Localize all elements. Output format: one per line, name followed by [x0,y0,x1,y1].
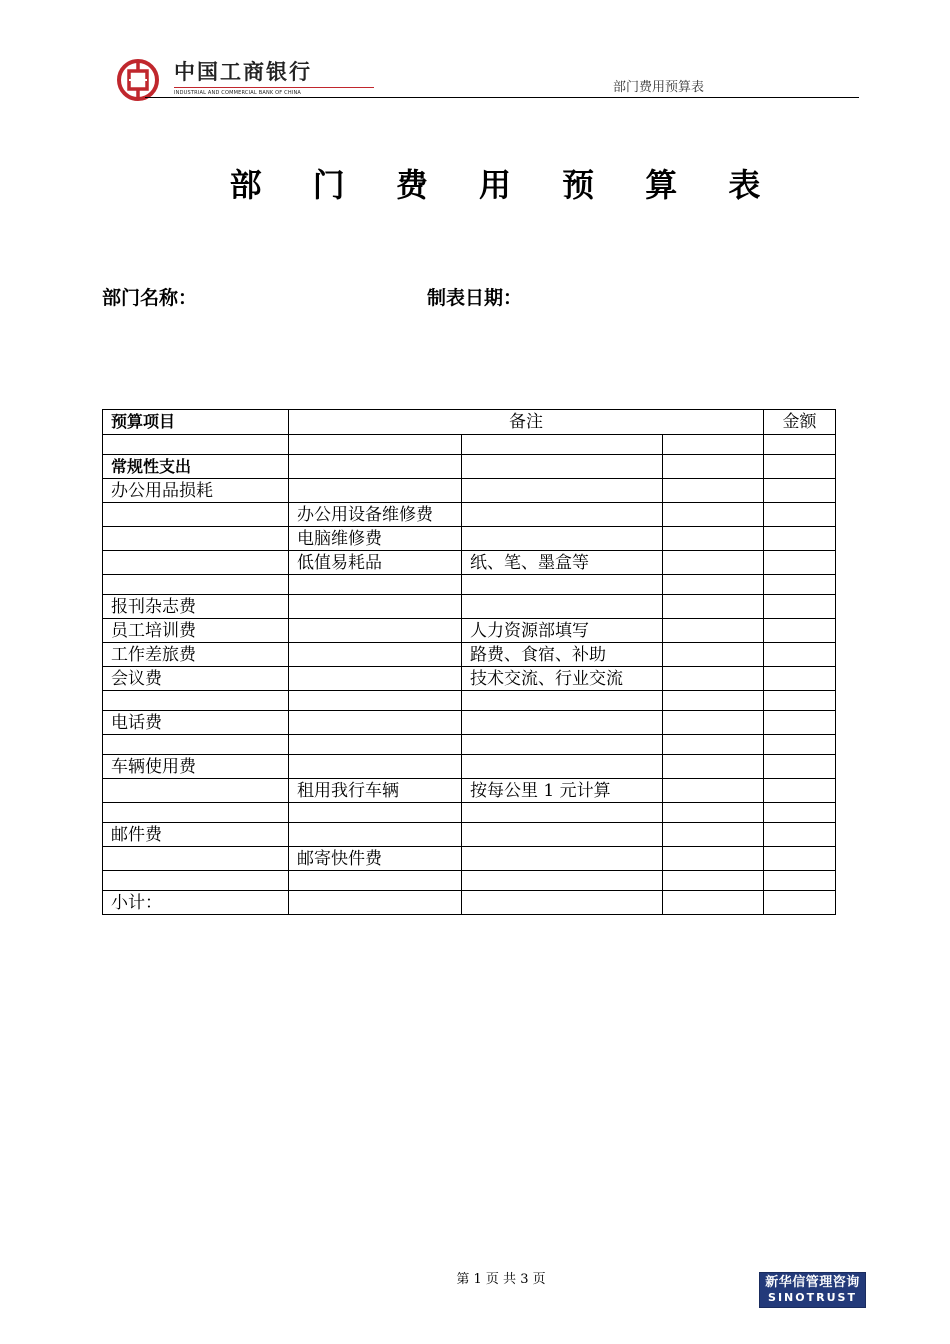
table-row [103,779,836,803]
table-cell: 邮件费 [103,823,289,847]
table-cell [663,803,764,823]
table-cell [663,503,764,527]
table-cell [663,619,764,643]
table-cell [764,575,836,595]
table-cell [462,455,663,479]
bank-name-cn: 中国工商银行 [174,60,312,84]
table-cell [289,711,462,735]
table-cell [462,891,663,915]
table-cell [663,779,764,803]
table-row [103,527,836,551]
table-cell [462,803,663,823]
table-cell: 常规性支出 [103,455,289,479]
table-cell [103,871,289,891]
table-cell [764,755,836,779]
header-budget-item: 预算项目 [103,410,289,435]
table-cell [103,551,289,575]
page-number: 第 1 页 共 3 页 [456,1272,546,1287]
table-row [103,435,836,455]
table-cell: 报刊杂志费 [103,595,289,619]
table-cell [289,667,462,691]
table-cell [764,455,836,479]
table-cell [764,871,836,891]
table-cell [764,595,836,619]
page-title: 部 门 费 用 预 算 表 [229,166,781,204]
table-row [103,823,836,847]
table-cell [663,551,764,575]
table-cell [764,435,836,455]
table-cell [103,847,289,871]
table-row [103,667,836,691]
table-cell [103,779,289,803]
table-cell [462,479,663,503]
table-cell: 邮寄快件费 [289,847,462,871]
table-cell [663,643,764,667]
table-cell [103,527,289,551]
table-cell [663,455,764,479]
table-cell [289,823,462,847]
table-cell: 会议费 [103,667,289,691]
table-cell [462,755,663,779]
table-header-row [103,410,836,435]
header-remarks: 备注 [289,410,764,435]
table-cell [764,803,836,823]
table-cell [289,691,462,711]
table-cell [462,735,663,755]
table-cell [663,823,764,847]
table-cell: 车辆使用费 [103,755,289,779]
table-cell: 电脑维修费 [289,527,462,551]
table-cell: 小计： [103,891,289,915]
table-cell: 路费、食宿、补助 [462,643,663,667]
table-cell [289,595,462,619]
table-cell [663,667,764,691]
table-cell: 纸、笔、墨盒等 [462,551,663,575]
table-row [103,711,836,735]
header-divider [145,97,859,98]
table-cell [764,847,836,871]
table-cell: 工作差旅费 [103,643,289,667]
department-label: 部门名称： [102,287,198,309]
table-cell [663,479,764,503]
table-cell [103,435,289,455]
logo-underline [174,87,374,88]
table-cell [663,711,764,735]
icbc-logo-icon [116,58,160,102]
table-cell [764,711,836,735]
table-cell: 电话费 [103,711,289,735]
table-cell [764,691,836,711]
table-cell [663,755,764,779]
table-row [103,551,836,575]
table-cell [462,871,663,891]
table-cell [103,803,289,823]
table-cell [289,643,462,667]
table-cell: 租用我行车辆 [289,779,462,803]
table-row [103,755,836,779]
table-cell [663,435,764,455]
table-cell [462,595,663,619]
table-cell [289,479,462,503]
table-cell [663,847,764,871]
table-row [103,871,836,891]
table-cell [103,735,289,755]
table-cell [764,891,836,915]
table-cell [663,871,764,891]
table-cell [663,691,764,711]
table-cell: 员工培训费 [103,619,289,643]
table-row [103,479,836,503]
table-cell [462,575,663,595]
table-cell: 低值易耗品 [289,551,462,575]
table-row [103,891,836,915]
bank-name-en: INDUSTRIAL AND COMMERCIAL BANK OF CHINA [174,90,302,96]
table-cell: 办公用设备维修费 [289,503,462,527]
table-cell [462,711,663,735]
table-cell: 人力资源部填写 [462,619,663,643]
table-row [103,575,836,595]
table-cell [289,735,462,755]
table-row [103,735,836,755]
table-cell [462,847,663,871]
table-cell [289,575,462,595]
table-cell [663,735,764,755]
table-cell [764,779,836,803]
table-cell: 按每公里 1 元计算 [462,779,663,803]
table-cell [764,735,836,755]
table-cell [462,823,663,847]
table-row [103,503,836,527]
table-cell: 办公用品损耗 [103,479,289,503]
table-cell [103,503,289,527]
badge-cn-text: 新华信管理咨询 [765,1275,860,1290]
date-label: 制表日期： [427,287,523,309]
table-cell [764,527,836,551]
table-row [103,619,836,643]
table-cell [764,551,836,575]
table-row [103,847,836,871]
table-cell [764,667,836,691]
table-cell [289,435,462,455]
table-cell [103,691,289,711]
table-row [103,803,836,823]
table-cell [289,455,462,479]
table-cell [289,803,462,823]
budget-table [102,409,836,915]
table-cell [663,527,764,551]
table-cell [289,891,462,915]
table-cell [462,691,663,711]
table-cell [764,643,836,667]
table-cell [764,619,836,643]
badge-en-text: SINOTRUST [768,1291,857,1304]
table-cell [663,891,764,915]
table-row [103,455,836,479]
table-cell [663,575,764,595]
table-cell [462,527,663,551]
table-cell [103,575,289,595]
table-cell [289,619,462,643]
table-cell [764,823,836,847]
table-row [103,643,836,667]
table-cell: 技术交流、行业交流 [462,667,663,691]
table-cell [462,503,663,527]
table-row [103,691,836,711]
table-cell [289,755,462,779]
table-cell [289,871,462,891]
table-cell [462,435,663,455]
table-row [103,595,836,619]
table-cell [663,595,764,619]
sinotrust-logo [759,1272,866,1308]
table-cell [764,479,836,503]
header-amount: 金额 [764,410,836,435]
header-doc-label: 部门费用预算表 [612,80,704,95]
table-cell [764,503,836,527]
